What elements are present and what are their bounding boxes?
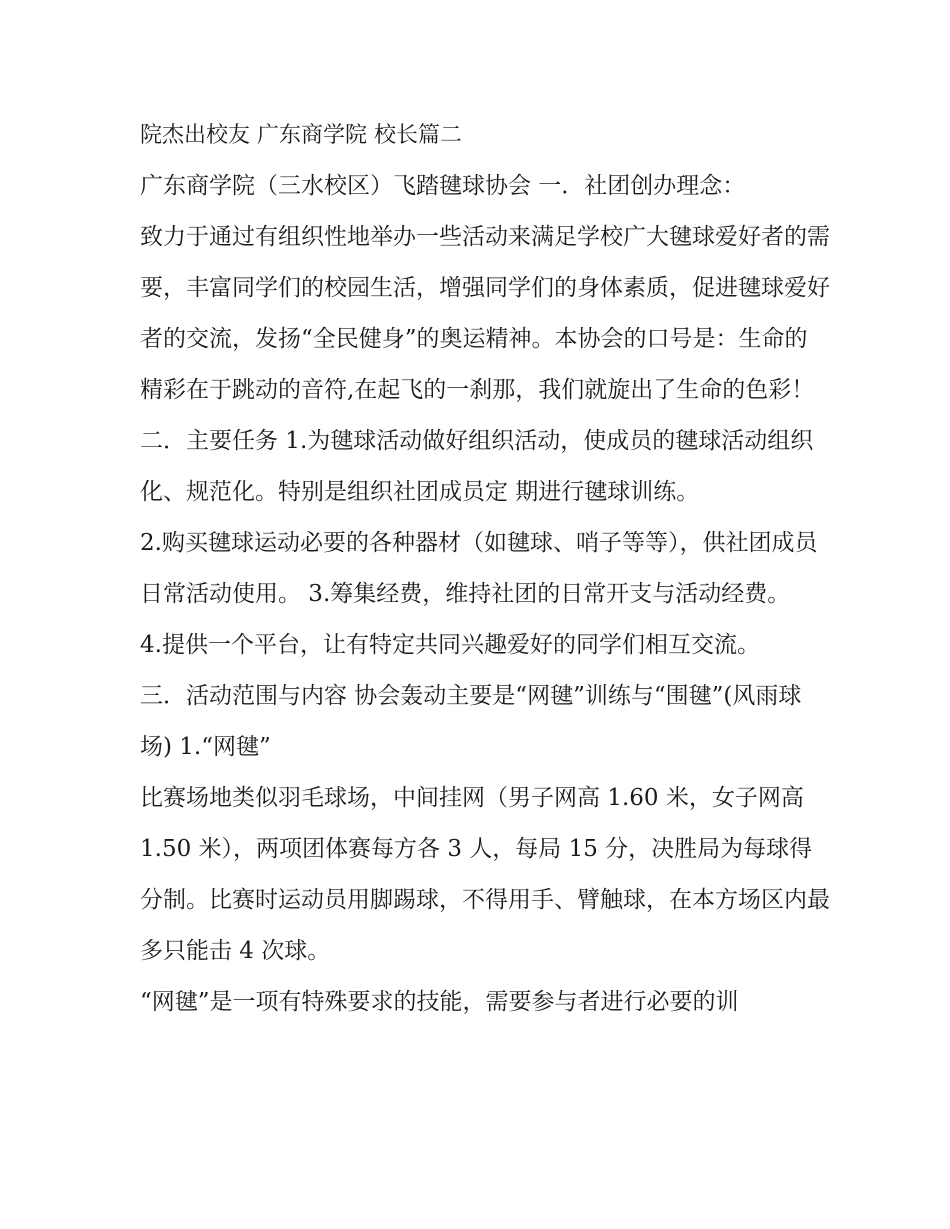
document-body <box>140 110 830 1028</box>
paragraph-net-shuttlecock-skill: “网毽”是一项有特殊要求的技能，需要参与者进行必要的训 <box>140 989 739 1015</box>
paragraph-match-rules: 比赛场地类似羽毛球场，中间挂网（男子网高 1.60 米，女子网高 1.50 米），两项团体赛每方各 3 人，每局 15 分，决胜局为每球得分制。比赛时运动员用脚踢球，不得用手、臂触球，在本方场区内最多只能击 4 次球。 <box>140 785 830 964</box>
paragraph-founding-concept: 广东商学院（三水校区）飞踏毽球协会 一．社团创办理念： <box>140 173 746 199</box>
paragraph-main-tasks: 二．主要任务 1.为毽球活动做好组织活动，使成员的毽球活动组织化、规范化。特别是组织社团成员定 期进行毽球训练。 <box>140 428 814 505</box>
paragraph-platform: 4.提供一个平台，让有特定共同兴趣爱好的同学们相互交流。 <box>140 632 760 658</box>
paragraph-equipment-funding: 2.购买毽球运动必要的各种器材（如毽球、哨子等等），供社团成员日常活动使用。 3.筹集经费，维持社团的日常开支与活动经费。 <box>140 530 818 607</box>
paragraph-activity-scope: 三．活动范围与内容 协会轰动主要是“网毽”训练与“围毽”(风雨球场) 1.“网毽” <box>140 683 802 760</box>
paragraph-mission: 致力于通过有组织性地举办一些活动来满足学校广大毽球爱好者的需要，丰富同学们的校园生活，增强同学们的身体素质，促进毽球爱好者的交流，发扬“全民健身”的奥运精神。本协会的口号是：生命的精彩在于跳动的音符,在起飞的一刹那，我们就旋出了生命的色彩！ <box>140 224 830 403</box>
document-title: 院杰出校友 广东商学院 校长篇二 <box>140 123 462 148</box>
